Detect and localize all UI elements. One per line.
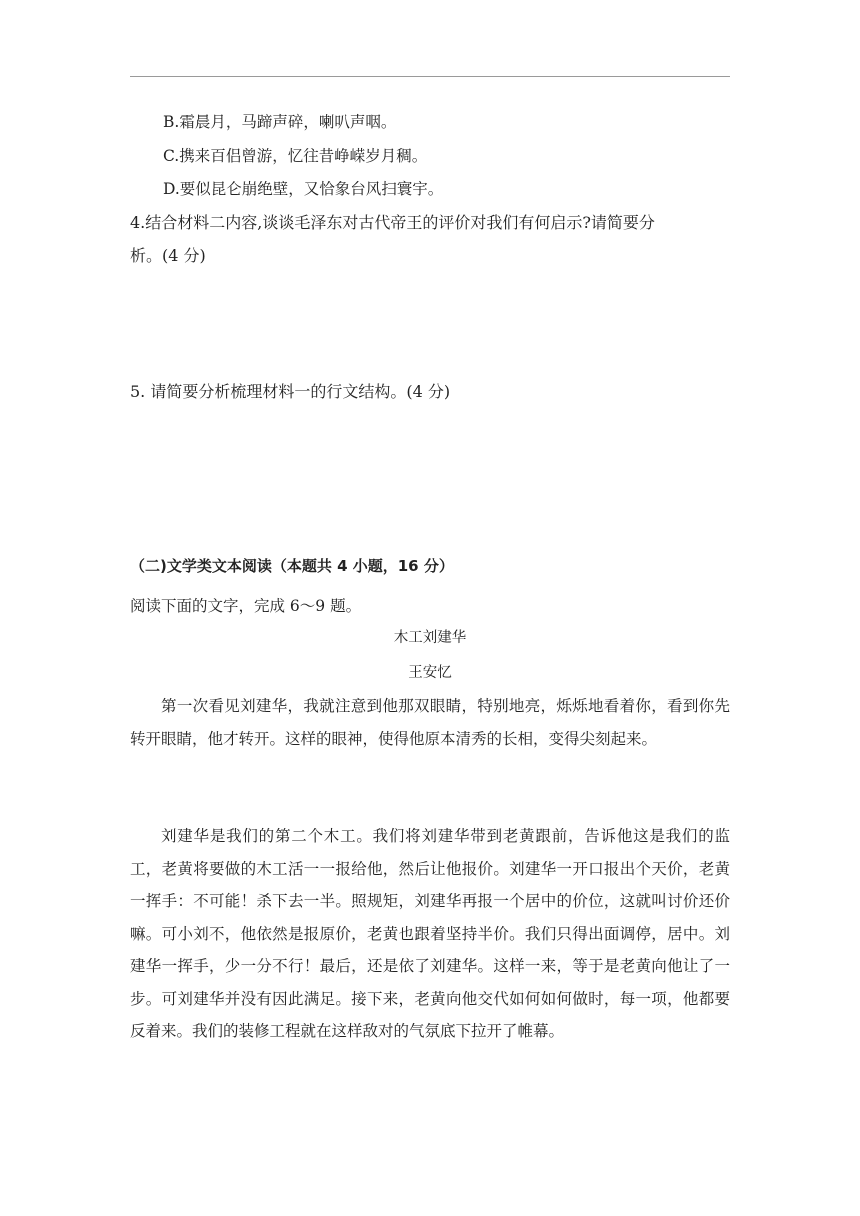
question-4-line-2: 析。(4 分) [130,246,206,265]
section-instruction: 阅读下面的文字，完成 6～9 题。 [130,597,362,615]
option-c: C.携来百侣曾游，忆往昔峥嵘岁月稠。 [163,147,428,165]
article-paragraph-2: 刘建华是我们的第二个木工。我们将刘建华带到老黄跟前，告诉他这是我们的监工，老黄将要做的木工活一一报给他，然后让他报价。刘建华一开口报出个天价，老黄一挥手：不可能！杀下去一半。照规矩，刘建华再报一个居中的价位，这就叫讨价还价嘛。可小刘不，他依然是报原价，老黄也跟着坚持半价。我们只得出面调停，居中。刘建华一挥手，少一分不行！最后，还是依了刘建华。这样一来，等于是老黄向他让了一步。可刘建华并没有因此满足。接下来，老黄向他交代如何如何做时，每一项，他都要反着来。我们的装修工程就在这样敌对的气氛底下拉开了帷幕。 [130,827,730,1040]
header-rule [130,76,730,77]
article-title: 木工刘建华 [393,630,467,646]
question-4-line-1: 4.结合材料二内容,谈谈毛泽东对古代帝王的评价对我们有何启示?请简要分 [130,213,655,232]
option-b: B.霜晨月，马蹄声碎，喇叭声咽。 [163,113,397,131]
section-heading: （二)文学类文本阅读（本题共 4 小题，16 分） [130,557,454,575]
article-author: 王安忆 [408,665,452,681]
question-5: 5. 请简要分析梳理材料一的行文结构。(4 分) [130,382,451,401]
option-d: D.要似昆仑崩绝壁，又恰象台风扫寰宇。 [163,180,444,198]
article-paragraph-1: 第一次看见刘建华，我就注意到他那双眼睛，特别地亮，烁烁地看着你，看到你先转开眼睛，他才转开。这样的眼神，使得他原本清秀的长相，变得尖刻起来。 [130,697,730,748]
